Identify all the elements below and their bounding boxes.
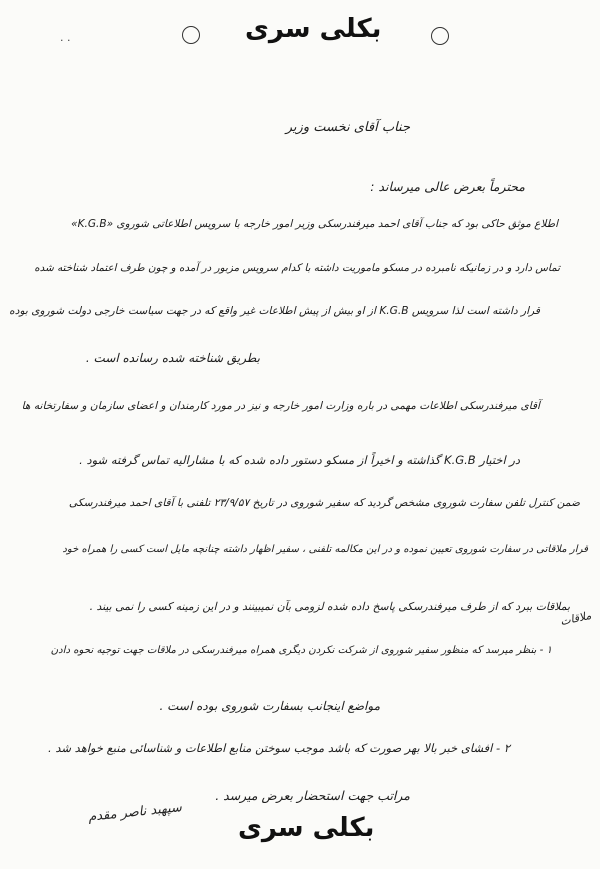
classification-stamp-top: بکلی سری <box>245 14 382 44</box>
body-line: مواضع اینجانب بسفارت شوروی بوده است . <box>159 699 380 713</box>
margin-note: ملاقات <box>558 608 593 629</box>
body-line: بطریق شناخته شده رسانده است . <box>85 351 260 365</box>
body-line: اطلاع موثق حاکی بود که جناب آقای احمد میرفندرسکی وزیر امور خارجه با سرویس اطلاعاتی شوروی «K.G.B» <box>71 218 558 230</box>
ink-speck: · · <box>60 34 71 47</box>
body-line: ۲ - افشای خبر بالا بهر صورت که باشد موجب سوختن منابع اطلاعات و شناسائی منبع خواهد شد . <box>48 741 510 755</box>
recipient-line: جناب آقای نخست وزیر <box>285 120 410 135</box>
classification-stamp-bottom: بکلی سری <box>238 813 375 843</box>
body-line: بملاقات ببرد که از طرف میرفندرسکی پاسخ داده شده لزومی بآن نمیبینند و در این زمینه کسی را نمی بیند . <box>89 600 570 613</box>
closing-line: مراتب جهت استحضار بعرض میرسد . <box>215 788 410 803</box>
greeting-line: محترماً بعرض عالی میرساند : <box>370 179 525 194</box>
body-line: ۱ - بنظر میرسد که منظور سفیر شوروی از شرکت نکردن دیگری همراه میرفندرسکی در ملاقات جهت توجیه نحوه دادن <box>50 645 552 656</box>
punch-hole-right <box>431 27 449 45</box>
body-line: ضمن کنترل تلفن سفارت شوروی مشخص گردید که سفیر شوروی در تاریخ ۲۳/۹/۵۷ تلفنی با آقای احمد میرفندرسکی <box>68 497 580 509</box>
body-line: قرار داشته است لذا سرویس K.G.B از او بیش از پیش اطلاعات غیر واقع که در جهت سیاست خارجی دولت شوروی بوده <box>9 305 540 317</box>
signature: سپهبد ناصر مقدم <box>87 800 183 825</box>
body-line: آقای میرفندرسکی اطلاعات مهمی در باره وزارت امور خارجه و نیز در مورد کارمندان و اعضای سازمان و سفارتخانه ها <box>21 400 540 412</box>
body-line: تماس دارد و در زمانیکه نامبرده در مسکو ماموریت داشته با کدام سرویس مزبور در آمده و چون طرف اعتماد شناخته شده <box>34 262 560 274</box>
body-line: در اختیار K.G.B گذاشته و اخیراً از مسکو دستور داده شده که با مشارالیه تماس گرفته شود . <box>79 453 520 467</box>
punch-hole-left <box>182 26 200 44</box>
body-line: قرار ملاقاتی در سفارت شوروی تعیین نموده و در این مکالمه تلفنی ، سفیر اظهار داشته چنانچه مایل است کسی را همراه خود <box>62 544 588 555</box>
